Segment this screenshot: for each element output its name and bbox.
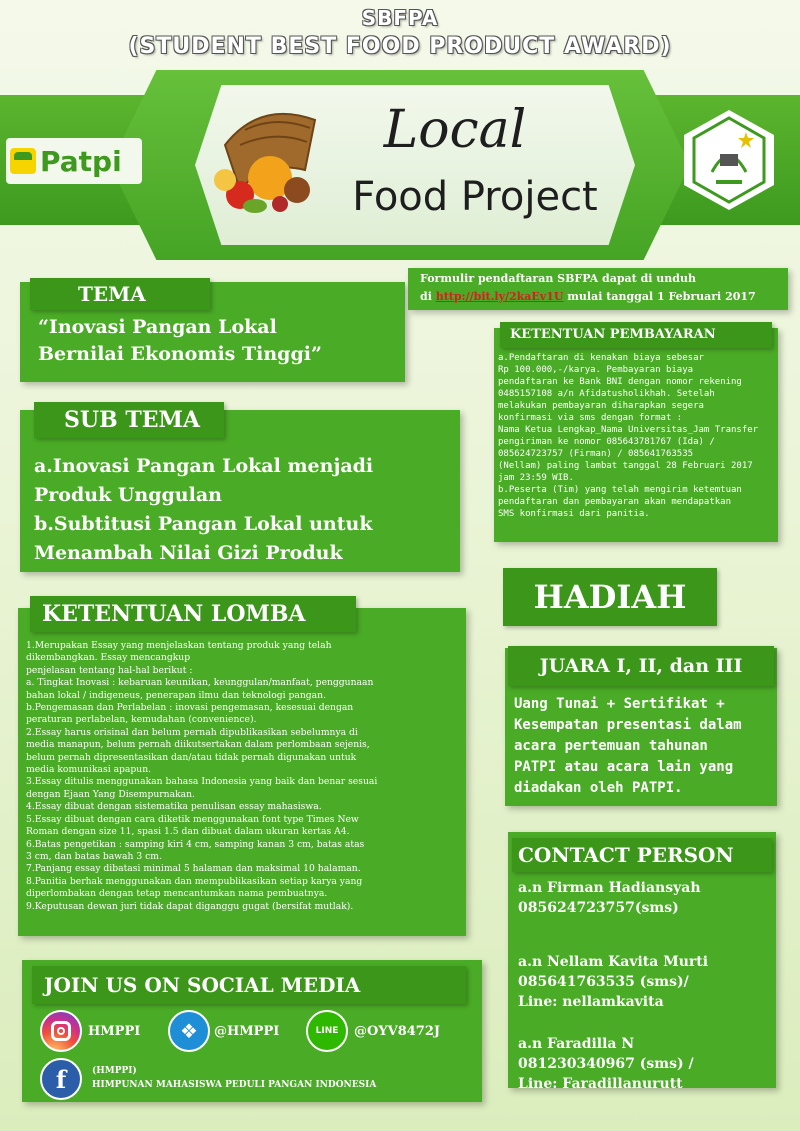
subtema-text: a.Inovasi Pangan Lokal menjadi Produk Unggulan b.Subtitusi Pangan Lokal untuk Menambah Nilai Gizi Produk xyxy=(34,455,374,564)
project-title-local: Local xyxy=(383,100,527,160)
hadiah-text: Uang Tunai + Sertifikat + Kesempatan presentasi dalam acara pertemuan tahunan PATPI atau acara lain yang diadakan oleh PATPI. xyxy=(514,696,742,796)
line-icon[interactable]: LINE xyxy=(306,1010,348,1052)
twitter-handle[interactable]: @HMPPI xyxy=(214,1024,280,1039)
hadiah-juara: JUARA I, II, dan III xyxy=(508,646,774,686)
tema-text: “Inovasi Pangan Lokal Bernilai Ekonomis Tinggi” xyxy=(38,316,322,365)
instagram-icon[interactable] xyxy=(40,1010,82,1052)
contact-info: 085641763535 (sms)/ Line: nellamkavita xyxy=(518,974,689,1010)
pembayaran-text: a.Pendaftaran di kenakan biaya sebesar Rp 100.000,-/karya. Pembayaran biaya pendaftaran ke Bank BNI dengan nomor rekening 0485157108 a/n Afidatusholikhah. Setelah melakukan pembayaran diharapkan segera konfirmasi via sms dengan format : Nama Ketua Lengkap_Nama Universitas_Jam Transfer pengiriman ke nomor 085643781767 (Ida) / 085624723757 (Firman) / 085641763535 (Nellam) paling lambat tanggal 28 Februari 2017 jam 23:59 WIB. b.Peserta (Tim) yang telah mengirim ketemtuan pendaftaran dan pembayaran akan mendapatkan SMS konfirmasi dari panitia. xyxy=(498,353,759,519)
line-handle[interactable]: @OYV8472J xyxy=(354,1024,441,1039)
contact-heading: CONTACT PERSON xyxy=(512,838,772,872)
contact-info: 081230340967 (sms) / Line: Faradillanurutt xyxy=(518,1056,694,1092)
formulir-link[interactable]: http://bit.ly/2kaEv1U xyxy=(435,290,564,303)
page-subtitle: (STUDENT BEST FOOD PRODUCT AWARD) xyxy=(128,34,672,59)
cornucopia-illustration xyxy=(205,100,325,220)
contact-item xyxy=(518,952,778,1034)
contact-list xyxy=(518,878,778,1094)
formulir-line1: Formulir pendaftaran SBFPA dapat di unduh xyxy=(420,272,696,285)
contact-info: 085624723757(sms) xyxy=(518,900,679,916)
patpi-logo xyxy=(6,138,142,184)
formulir-prefix: di xyxy=(420,290,436,303)
contact-item xyxy=(518,878,778,952)
facebook-icon[interactable]: f xyxy=(40,1058,82,1100)
lomba-text: 1.Merupakan Essay yang menjelaskan tentang produk yang telah dikembangkan. Essay mencangkup penjelasan tentang hal-hal berikut : a. Tingkat Inovasi : kebaruan keunikan, keunggulan/manfaat, penggunaan bahan lokal / indigeneus, penerapan ilmu dan teknologi pangan. b.Pengemasan dan Perlabelan : inovasi pengemasan, kesesuai dengan peraturan perlabelan, kemudahan (convenience). 2.Essay harus orisinal dan belum pernah dipublikasikan sebelumnya di media manapun, belum pernah diikutsertakan dalam perlombaan sejenis, belum pernah dipresentasikan dan/atau tidak pernah digunakan untuk media komunikasi apapun. 3.Essay ditulis menggunakan bahasa Indonesia yang baik dan benar sesuai dengan Ejaan Yang Disempurnakan. 4.Essay dibuat dengan sistematika penulisan essay mahasiswa. 5.Essay dibuat dengan cara diketik menggunakan font type Times New Roman dengan size 11, spasi 1.5 dan dibuat dalam ukuran kertas A4. 6.Batas pengetikan : samping kiri 4 cm, samping kanan 3 cm, batas atas 3 cm, dan batas bawah 3 cm. 7.Panjang essay dibatasi minimal 5 halaman dan maksimal 10 halaman. 8.Panitia berhak menggunakan dan mempublikasikan setiap karya yang diperlombakan dengan tetap mencantumkan nama pembuatnya. 9.Keputusan dewan juri tidak dapat diganggu gugat (bersifat mutlak). xyxy=(26,640,378,912)
facebook-full-name[interactable]: HIMPUNAN MAHASISWA PEDULI PANGAN INDONESIA xyxy=(92,1080,377,1090)
page-title: SBFPA xyxy=(361,6,439,30)
contact-name: a.n Nellam Kavita Murti xyxy=(518,954,709,970)
contact-name: a.n Faradilla N xyxy=(518,1036,635,1052)
twitter-icon[interactable]: ❖ xyxy=(168,1010,210,1052)
pembayaran-heading: KETENTUAN PEMBAYARAN xyxy=(500,322,772,348)
patpi-logo-text: Patpi xyxy=(40,144,122,178)
instagram-handle[interactable]: HMPPI xyxy=(88,1024,141,1039)
patpi-logo-icon xyxy=(10,148,36,174)
social-heading: JOIN US ON SOCIAL MEDIA xyxy=(32,966,466,1004)
tema-heading: TEMA xyxy=(30,278,210,310)
lomba-heading: KETENTUAN LOMBA xyxy=(30,596,356,632)
formulir-box xyxy=(408,268,788,310)
facebook-name[interactable]: (HMPPI) xyxy=(92,1066,137,1076)
hadiah-heading: HADIAH xyxy=(503,568,717,626)
project-title-food: Food Project xyxy=(352,174,598,220)
formulir-suffix: mulai tanggal 1 Februari 2017 xyxy=(563,290,756,303)
subtema-heading: SUB TEMA xyxy=(34,402,224,438)
contact-name: a.n Firman Hadiansyah xyxy=(518,880,701,896)
contact-item xyxy=(518,1034,778,1094)
